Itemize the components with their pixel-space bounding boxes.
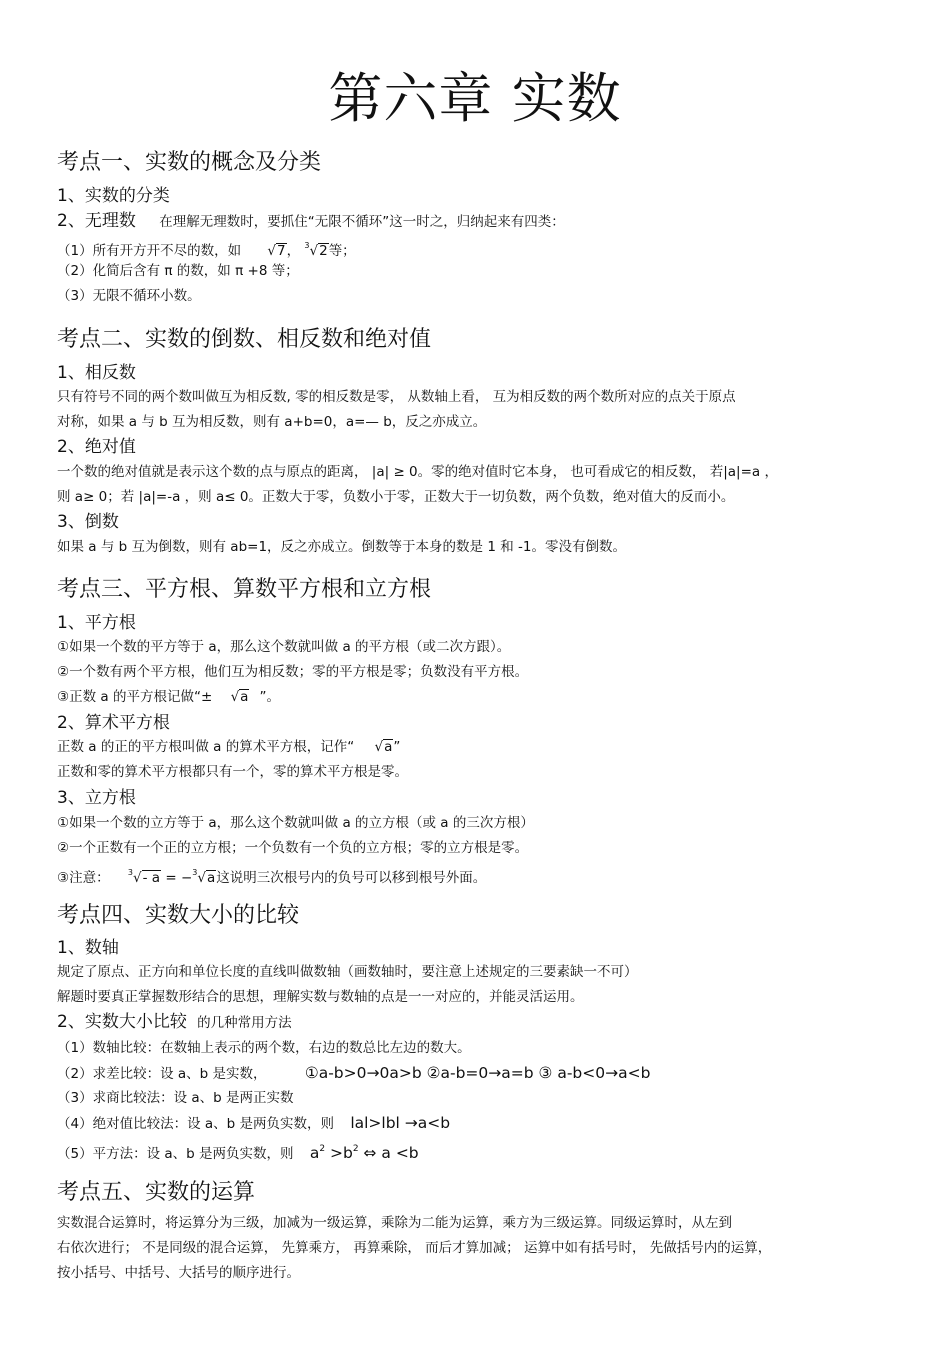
s3-l6: ①如果一个数的立方等于 a，那么这个数就叫做 a 的立方根（或 a 的三次方根） <box>57 815 534 831</box>
s1-sub2-text: 在理解无理数时，要抓住“无限不循环”这一时之，归纳起来有四类： <box>159 214 565 230</box>
cbrt-symbol-icon: √ <box>197 870 206 886</box>
s2-p1: 只有符号不同的两个数叫做互为相反数, 零的相反数是零， 从数轴上看， 互为相反数的两个数所对应的点关于原点 <box>57 389 736 405</box>
s4-m5-sup1: 2 <box>319 1144 326 1154</box>
s4-m2-formula: ①a-b>0→0a>b ②a-b=0→a=b ③ a-b<0→a<b <box>304 1064 651 1082</box>
s4-m1: （1）数轴比较：在数轴上表示的两个数，右边的数总比左边的数大。 <box>57 1040 471 1056</box>
s3-l7: ②一个正数有一个正的立方根；一个负数有一个负的立方根；零的立方根是零。 <box>57 840 529 856</box>
s3-l8-equals: = − <box>165 870 193 886</box>
s1-item3: （3）无限不循环小数。 <box>57 288 201 304</box>
s4-l2: 解题时要真正掌握数形结合的思想，理解实数与数轴的点是一一对应的，并能灵活运用。 <box>57 989 584 1005</box>
s1-item1-radicand1: 7 <box>277 243 286 259</box>
s1-sub2 <box>57 210 565 233</box>
s1-item1-radicand2: 2 <box>319 243 328 259</box>
s3-l1: ①如果一个数的平方等于 a，那么这个数就叫做 a 的平方根（或二次方跟）。 <box>57 639 511 655</box>
s4-sub1: 1、数轴 <box>57 938 119 958</box>
s2-p5: 如果 a 与 b 互为倒数，则有 ab=1，反之亦成立。倒数等于本身的数是 1 和 -1。零没有倒数。 <box>57 539 626 555</box>
sqrt-symbol-icon: √ <box>267 243 276 259</box>
s1-item1 <box>57 236 356 261</box>
s3-l8-index2: 3 <box>192 868 198 877</box>
s3-l8-text: ③注意： <box>57 870 110 886</box>
s3-l8-index1: 3 <box>127 868 133 877</box>
s2-sub3: 3、倒数 <box>57 512 119 532</box>
s3-l3-close: ”。 <box>259 689 280 705</box>
s4-m2 <box>57 1063 650 1084</box>
s3-l3-text: ③正数 a 的平方根记做“± <box>57 689 213 705</box>
chapter-title: 第六章 实数 <box>328 67 622 130</box>
s4-m4 <box>57 1113 450 1134</box>
sqrt-symbol-icon: √ <box>230 689 240 705</box>
s2-sub1: 1、相反数 <box>57 363 136 383</box>
s5-l3: 按小括号、中括号、大括号的顺序进行。 <box>57 1265 300 1281</box>
s4-l1: 规定了原点、正方向和单位长度的直线叫做数轴（画数轴时，要注意上述规定的三要素缺一不可） <box>57 964 638 980</box>
s5-l1: 实数混合运算时，将运算分为三级，加减为一级运算，乘除为二能为运算，乘方为三级运算。同级运算时，从左到 <box>57 1215 732 1231</box>
sqrt-symbol-icon: √ <box>374 739 384 755</box>
s4-m5-b: >b <box>325 1144 353 1162</box>
s3-l3 <box>57 687 280 707</box>
s4-m4-formula: lal>lbl →a<b <box>350 1114 451 1132</box>
s4-m5-formula <box>310 1144 419 1162</box>
cbrt-symbol-icon: √ <box>309 243 319 259</box>
s1-item1-tail: 等； <box>328 243 356 259</box>
s4-m3: （3）求商比较法：设 a、b 是两正实数 <box>57 1090 294 1106</box>
s4-m2-text: （2）求差比较：设 a、b 是实数， <box>57 1066 267 1082</box>
s4-sub2-tail: 的几种常用方法 <box>197 1015 292 1031</box>
s4-m5-a: a <box>309 1144 320 1162</box>
s3-l4-radicand: a <box>384 739 393 755</box>
s2-p4: 则 a≥ 0；若 |a|=-a ，则 a≤ 0。正数大于零，负数小于零，正数大于一切负数，两个负数，绝对值大的反而小。 <box>57 489 735 505</box>
section-3-heading: 考点三、平方根、算数平方根和立方根 <box>57 577 432 602</box>
s4-m5-rel: ⇔ a <b <box>358 1144 419 1162</box>
s4-m4-text: （4）绝对值比较法：设 a、b 是两负实数，则 <box>57 1116 335 1132</box>
section-4-heading: 考点四、实数大小的比较 <box>57 903 300 928</box>
s3-sub1: 1、平方根 <box>57 613 136 633</box>
s4-m5 <box>57 1139 419 1164</box>
s4-m5-text: （5）平方法：设 a、b 是两负实数，则 <box>57 1146 294 1162</box>
s3-sub3: 3、立方根 <box>57 788 136 808</box>
s3-l5: 正数和零的算术平方根都只有一个，零的算术平方根是零。 <box>57 764 408 780</box>
s3-l8-radicand2: a <box>206 870 216 886</box>
s4-m5-sup2: 2 <box>352 1144 359 1154</box>
s2-sub2: 2、绝对值 <box>57 437 136 457</box>
s3-sub2: 2、算术平方根 <box>57 713 170 733</box>
section-1-heading: 考点一、实数的概念及分类 <box>57 150 322 175</box>
section-5-heading: 考点五、实数的运算 <box>57 1180 256 1205</box>
s3-l8-tail: 这说明三次根号内的负号可以移到根号外面。 <box>216 870 487 886</box>
s5-l2: 右依次进行； 不是同级的混合运算， 先算乘方， 再算乘除， 而后才算加减； 运算中如有括号时， 先做括号内的运算， <box>57 1240 772 1256</box>
s4-sub2-head: 2、实数大小比较 <box>57 1012 187 1032</box>
s1-item1-text: （1）所有开方开不尽的数，如 <box>57 243 242 259</box>
section-2-heading: 考点二、实数的倒数、相反数和绝对值 <box>57 327 432 352</box>
s1-item2: （2）化简后含有 π 的数，如 π +8 等； <box>57 263 299 279</box>
s2-p2: 对称，如果 a 与 b 互为相反数，则有 a+b=0，a=— b，反之亦成立。 <box>57 414 487 430</box>
s1-item1-comma: ， <box>286 243 301 259</box>
s1-sub2-head: 2、无理数 <box>57 211 136 231</box>
s4-sub2 <box>57 1012 292 1033</box>
s1-sub1: 1、实数的分类 <box>57 186 170 206</box>
s3-l4-close: ” <box>393 739 401 755</box>
s3-l4-text: 正数 a 的正的平方根叫做 a 的算术平方根，记作“ <box>57 739 355 755</box>
s3-l2: ②一个数有两个平方根，他们互为相反数；零的平方根是零；负数没有平方根。 <box>57 664 529 680</box>
s3-l8 <box>57 863 486 888</box>
s3-l8-radicand1: - a <box>142 870 161 886</box>
cbrt-symbol-icon: √ <box>133 870 142 886</box>
s1-item1-index: 3 <box>304 241 310 250</box>
s3-l4 <box>57 737 400 757</box>
s3-l3-radicand: a <box>240 689 249 705</box>
s2-p3: 一个数的绝对值就是表示这个数的点与原点的距离， |a| ≥ 0。零的绝对值时它本身， 也可看成它的相反数， 若|a|=a ， <box>57 464 778 480</box>
